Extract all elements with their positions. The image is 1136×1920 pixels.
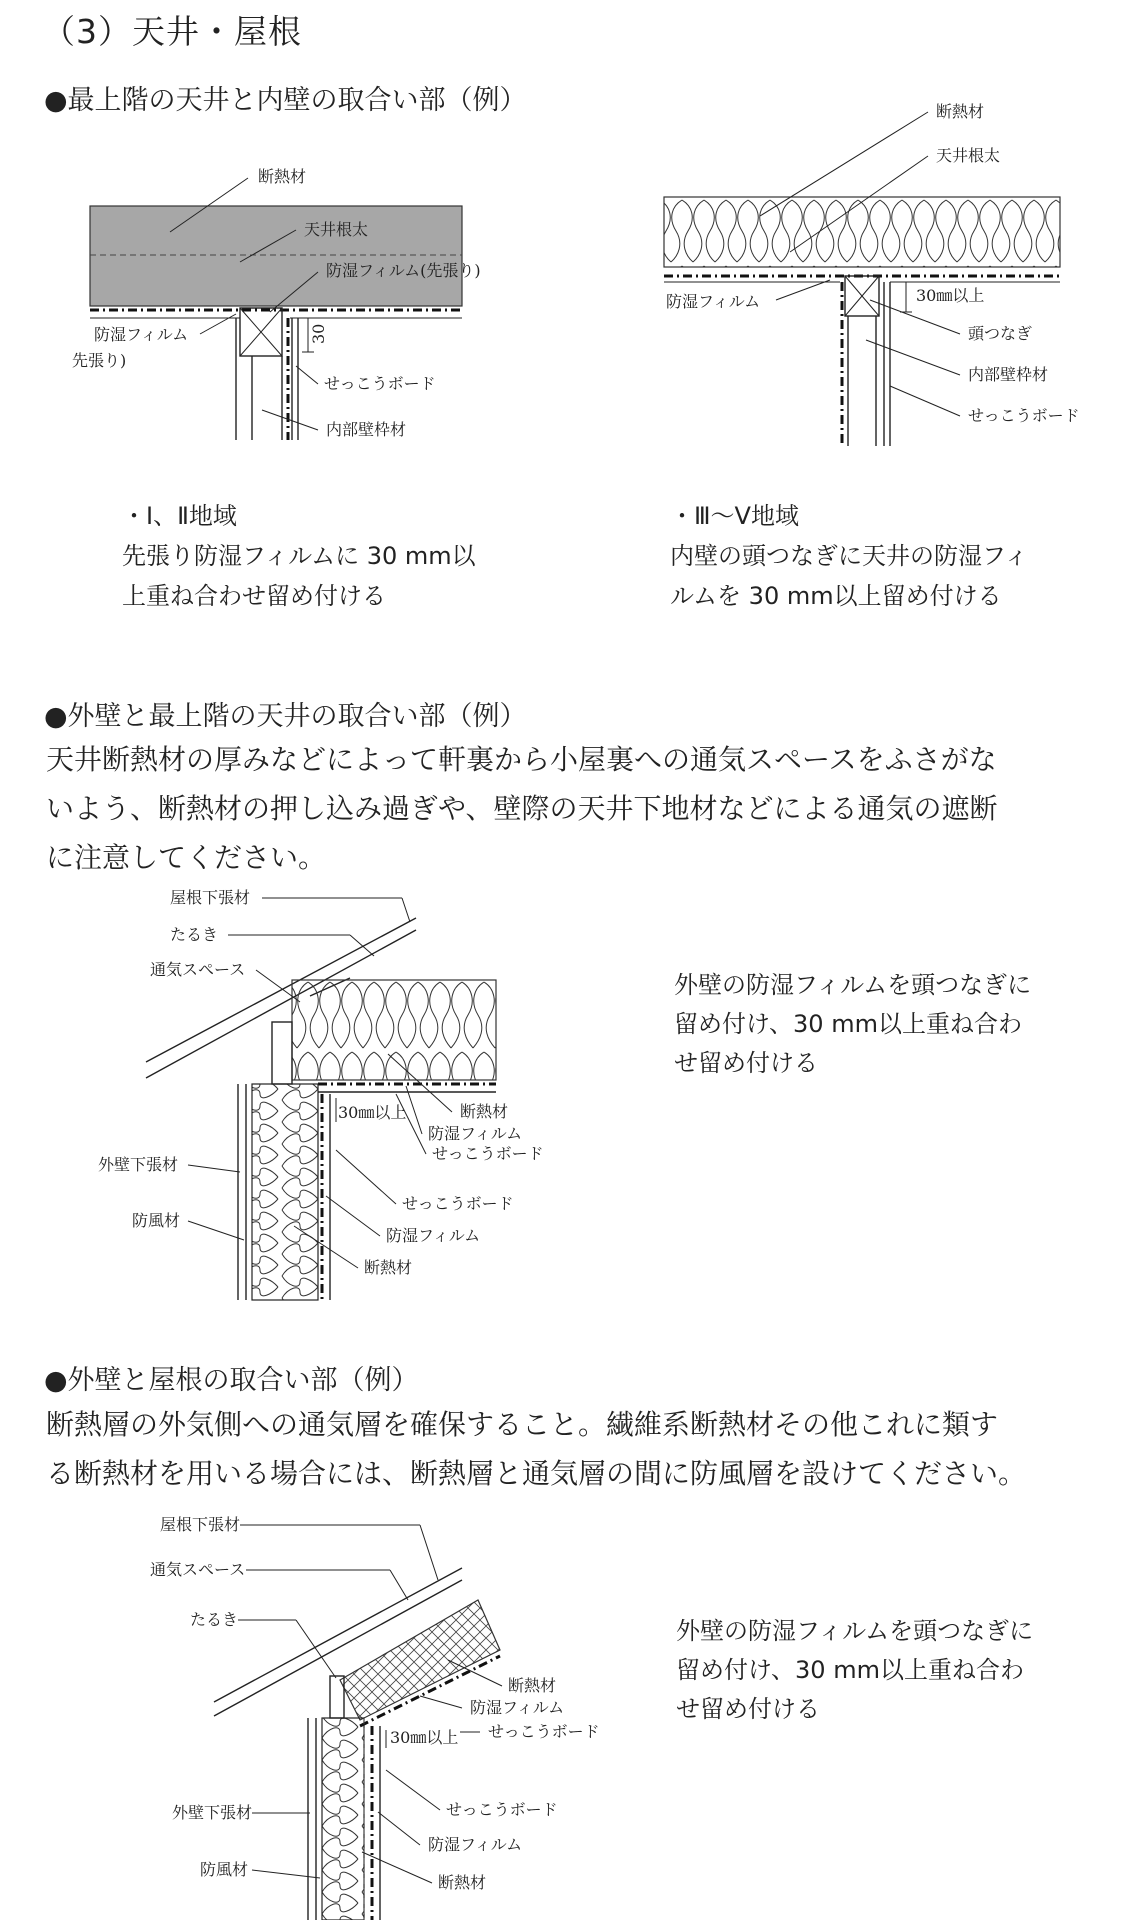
dim-label: 30 bbox=[309, 323, 328, 344]
label-wall-underlay: 外壁下張材 bbox=[98, 1155, 179, 1174]
dim-label: 30㎜以上 bbox=[338, 1103, 407, 1122]
label-rafter: たるき bbox=[190, 1610, 239, 1629]
note-line: ・Ⅲ～Ⅴ地域 bbox=[670, 502, 799, 530]
label-film-pre: 防湿フィルム(先張り) bbox=[326, 261, 481, 280]
label-gypsum-top: せっこうボード bbox=[432, 1144, 544, 1163]
label-insulation-top: 断熱材 bbox=[460, 1102, 509, 1121]
label-frame: 内部壁枠材 bbox=[968, 365, 1049, 384]
dim-label: 30㎜以上 bbox=[390, 1728, 459, 1747]
section1-title: ●最上階の天井と内壁の取合い部（例） bbox=[44, 85, 527, 116]
label-insulation-top: 断熱材 bbox=[508, 1676, 557, 1695]
label-joist: 天井根太 bbox=[304, 220, 369, 239]
body-line: いよう、断熱材の押し込み過ぎや、壁際の天井下地材などによる通気の遮断 bbox=[46, 792, 998, 825]
label-film-top: 防湿フィルム bbox=[470, 1698, 565, 1717]
label-film: 防湿フィルム bbox=[386, 1226, 481, 1245]
label-gypsum: せっこうボード bbox=[402, 1194, 514, 1213]
label-gypsum: せっこうボード bbox=[968, 406, 1080, 425]
body-line: 天井断熱材の厚みなどによって軒裏から小屋裏への通気スペースをふさがな bbox=[46, 743, 997, 776]
label-insulation: 断熱材 bbox=[936, 102, 985, 121]
side-line: 留め付け、30 mm以上重ね合わ bbox=[674, 1010, 1022, 1038]
label-gypsum-top: せっこうボード bbox=[488, 1722, 600, 1741]
side-line: せ留め付ける bbox=[674, 1049, 818, 1077]
note-region-3-5 bbox=[670, 496, 1028, 616]
body-line: る断熱材を用いる場合には、断熱層と通気層の間に防風層を設けてください。 bbox=[46, 1457, 1027, 1490]
label-windbreak: 防風材 bbox=[200, 1860, 249, 1879]
label-gypsum: せっこうボード bbox=[324, 374, 436, 393]
section3-side-note bbox=[676, 1612, 1033, 1729]
dim-label: 30㎜以上 bbox=[916, 286, 985, 305]
section2-title: ●外壁と最上階の天井の取合い部（例） bbox=[44, 701, 527, 732]
label-gypsum: せっこうボード bbox=[446, 1800, 558, 1819]
section2-side-note bbox=[674, 966, 1031, 1083]
label-wall-underlay: 外壁下張材 bbox=[172, 1803, 253, 1822]
label-film-left-1: 防湿フィルム bbox=[94, 325, 189, 344]
label-film-left-2: 先張り) bbox=[72, 351, 127, 370]
side-line: せ留め付ける bbox=[676, 1695, 820, 1723]
note-line: 上重ね合わせ留め付ける bbox=[122, 582, 386, 610]
label-film: 防湿フィルム bbox=[666, 292, 761, 311]
label-roof-underlay: 屋根下張材 bbox=[160, 1515, 241, 1534]
side-line: 外壁の防湿フィルムを頭つなぎに bbox=[676, 1617, 1034, 1645]
section3-title: ●外壁と屋根の取合い部（例） bbox=[44, 1365, 419, 1396]
label-rafter: たるき bbox=[170, 925, 219, 944]
wall-insulation bbox=[322, 1718, 364, 1920]
body-line: に注意してください。 bbox=[46, 841, 327, 874]
side-line: 外壁の防湿フィルムを頭つなぎに bbox=[674, 971, 1032, 999]
label-vent: 通気スペース bbox=[150, 1560, 246, 1579]
label-roof-underlay: 屋根下張材 bbox=[170, 888, 251, 907]
label-tie: 頭つなぎ bbox=[968, 324, 1033, 343]
label-joist: 天井根太 bbox=[936, 146, 1001, 165]
label-vent: 通気スペース bbox=[150, 960, 246, 979]
label-film-top: 防湿フィルム bbox=[428, 1124, 523, 1143]
note-line: 先張り防湿フィルムに 30 mm以 bbox=[122, 542, 476, 570]
page-heading: （3）天井・屋根 bbox=[42, 12, 302, 51]
note-line: ・Ⅰ、Ⅱ地域 bbox=[122, 502, 237, 530]
label-insulation: 断熱材 bbox=[438, 1873, 487, 1892]
note-line: 内壁の頭つなぎに天井の防湿フィ bbox=[670, 542, 1029, 570]
label-insulation: 断熱材 bbox=[258, 167, 307, 186]
label-windbreak: 防風材 bbox=[132, 1211, 181, 1230]
note-line: ルムを 30 mm以上留め付ける bbox=[670, 582, 1002, 610]
label-insulation: 断熱材 bbox=[364, 1258, 413, 1277]
insulation-batt bbox=[664, 197, 1060, 267]
body-line: 断熱層の外気側への通気層を確保すること。繊維系断熱材その他これに類す bbox=[46, 1408, 999, 1441]
label-frame: 内部壁枠材 bbox=[326, 420, 407, 439]
side-line: 留め付け、30 mm以上重ね合わ bbox=[676, 1656, 1024, 1684]
label-film: 防湿フィルム bbox=[428, 1835, 523, 1854]
